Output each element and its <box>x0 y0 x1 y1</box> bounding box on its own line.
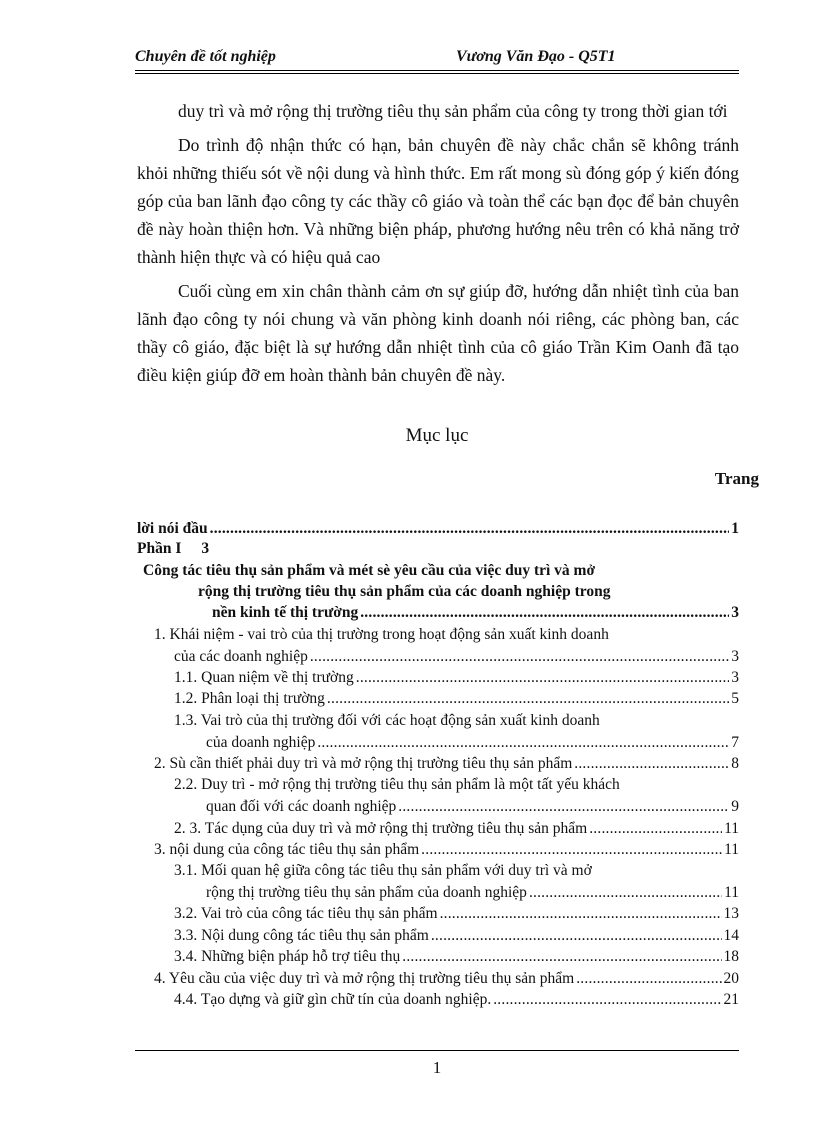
toc-entry[interactable]: 4.4. Tạo dựng và giữ gìn chữ tín của doanh nghiệp. ..... 21 <box>174 991 739 1009</box>
toc-entry[interactable]: rộng thị trường tiêu thụ sản phẩm của doanh nghiệp ..... 11 <box>206 884 739 902</box>
toc-entry[interactable]: 2. 3. Tác dụng của duy trì và mở rộng thị trường tiêu thụ sản phẩm ..... 11 <box>174 820 739 838</box>
footer-divider <box>135 1050 739 1051</box>
toc-part-title-line: Công tác tiêu thụ sản phẩm và mét sè yêu cầu của việc duy trì và mở <box>143 562 596 579</box>
toc-entry[interactable]: lời nói đầu ..... 1 <box>137 520 739 538</box>
toc-entry[interactable]: của các doanh nghiệp ..... 3 <box>174 648 739 666</box>
toc-entry-line: 3.1. Mối quan hệ giữa công tác tiêu thụ sản phẩm với duy trì và mở <box>174 862 592 879</box>
toc-entry[interactable]: 4. Yêu cầu của việc duy trì và mở rộng thị trường tiêu thụ sản phẩm ..... 20 <box>154 970 739 988</box>
paragraph: Do trình độ nhận thức có hạn, bản chuyên đề này chắc chắn sẽ không tránh khỏi những thiếu sót về nội dung và hình thức. Em rất mong sù đóng góp ý kiến đóng góp của ban lãnh đạo công ty các thầy cô giáo và toàn thể các bạn đọc để bản chuyên đề này hoàn thiện hơn. Và những biện pháp, phương hướng nêu trên có khả năng trở thành hiện thực và có hiệu quả cao <box>137 135 739 267</box>
toc-title: Mục lục <box>405 425 469 446</box>
toc-entry[interactable]: của doanh nghiệp ..... 7 <box>206 734 739 752</box>
toc-page-column-label: Trang <box>714 469 759 488</box>
toc-entry[interactable]: 1.2. Phân loại thị trường ..... 5 <box>174 690 739 708</box>
toc-entry-line: 1. Khái niệm - vai trò của thị trường trong hoạt động sản xuất kinh doanh <box>154 626 609 643</box>
paragraph: Cuối cùng em xin chân thành cảm ơn sự giúp đỡ, hướng dẫn nhiệt tình của ban lãnh đạo công ty nói chung và văn phòng kinh doanh nói riêng, các phòng ban, các thầy cô giáo, đặc biệt là sự hướng dẫn nhiệt tình của cô giáo Trần Kim Oanh đã tạo điều kiện giúp đỡ em hoàn thành bản chuyên đề này. <box>137 281 739 385</box>
toc-entry[interactable]: 3.4. Những biện pháp hỗ trợ tiêu thụ ..... 18 <box>174 948 739 966</box>
toc-entry[interactable]: nền kinh tế thị trường ..... 3 <box>212 604 739 622</box>
toc-entry[interactable]: 3.3. Nội dung công tác tiêu thụ sản phẩm ..... 14 <box>174 927 739 945</box>
toc-entry[interactable]: 2. Sù cần thiết phải duy trì và mở rộng thị trường tiêu thụ sản phẩm ..... 8 <box>154 755 739 773</box>
toc-entry[interactable]: 1.1. Quan niệm về thị trường ..... 3 <box>174 669 739 687</box>
toc-entry[interactable]: Phần I 3 <box>137 540 210 557</box>
paragraph: duy trì và mở rộng thị trường tiêu thụ sản phẩm của công ty trong thời gian tới <box>178 101 728 121</box>
toc-entry[interactable]: quan đối với các doanh nghiệp ..... 9 <box>206 798 739 816</box>
header-left: Chuyên đề tốt nghiệp <box>135 48 276 65</box>
toc-entry[interactable]: 3.2. Vai trò của công tác tiêu thụ sản phẩm ..... 13 <box>174 905 739 923</box>
toc-part-title-line: rộng thị trường tiêu thụ sản phẩm của các doanh nghiệp trong <box>198 583 611 600</box>
toc-entry[interactable]: 3. nội dung của công tác tiêu thụ sản phẩm ..... 11 <box>154 841 739 859</box>
toc-entry-line: 2.2. Duy trì - mở rộng thị trường tiêu thụ sản phẩm là một tất yếu khách <box>174 776 620 793</box>
page-number: 1 <box>432 1058 442 1077</box>
header-right: Vương Văn Đạo - Q5T1 <box>456 48 616 65</box>
toc-entry-line: 1.3. Vai trò của thị trường đối với các hoạt động sản xuất kinh doanh <box>174 712 600 729</box>
